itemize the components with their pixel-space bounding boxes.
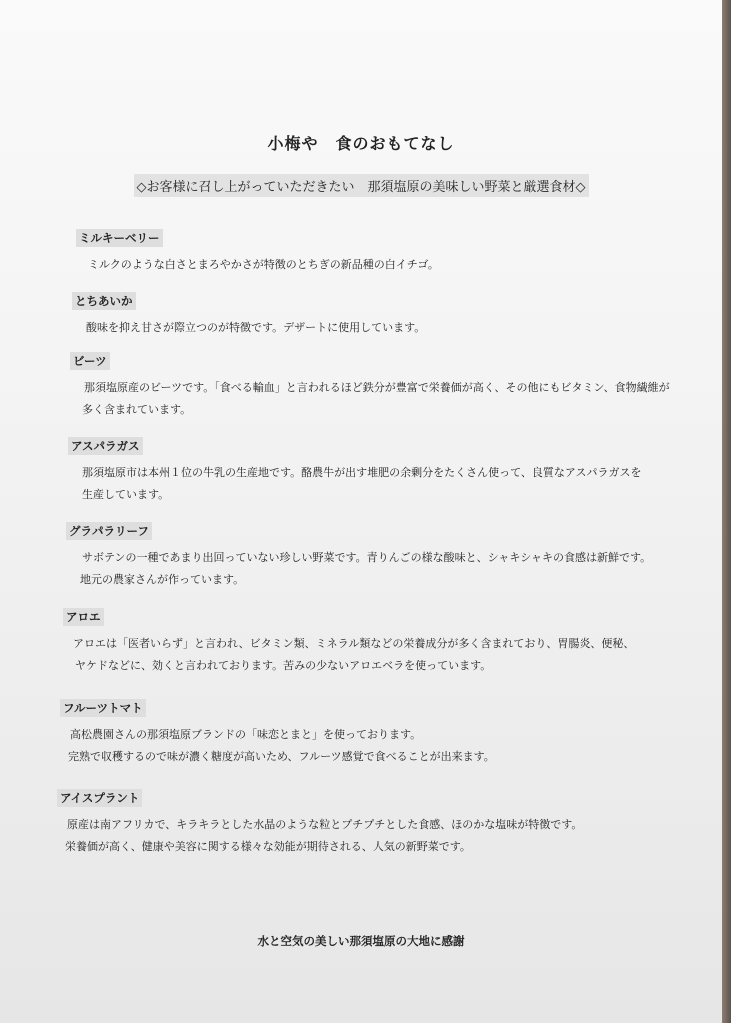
item-description: 那須塩原産のビーツです。「食べる輸血」と言われるほど鉄分が豊富で栄養価が高く、その他にもビタミン、食物繊維が <box>84 381 670 394</box>
item-description: 完熟で収穫するので味が濃く糖度が高いため、フルーツ感覚で食べることが出来ます。 <box>68 750 495 763</box>
item-description: サボテンの一種であまり出回っていない珍しい野菜です。青りんごの様な酸味と、シャキシャキの食感は新鮮です。 <box>82 551 652 564</box>
menu-item <box>68 435 731 506</box>
item-description: 那須塩原市は本州１位の牛乳の生産地です。酪農牛が出す堆肥の余剰分をたくさん使って、良質なアスパラガスを <box>82 466 642 479</box>
item-description: 栄養価が高く、健康や美容に関する様々な効能が期待される、人気の新野菜です。 <box>65 840 471 853</box>
item-name: アロエ <box>63 608 104 626</box>
item-name: アスパラガス <box>68 437 143 455</box>
menu-item <box>76 227 731 276</box>
item-name: とちあいか <box>72 292 136 310</box>
subtitle-container <box>0 174 722 197</box>
item-description: ミルクのような白さとまろやかさが特徴のとちぎの新品種の白イチゴ。 <box>88 258 439 271</box>
item-description: 生産しています。 <box>82 488 170 501</box>
menu-item <box>63 606 731 677</box>
page-title: 小梅や 食のおもてなし <box>267 134 455 153</box>
item-description: ヤケドなどに、効くと言われております。苦みの少ないアロエベラを使っています。 <box>75 659 492 672</box>
item-name: アイスプラント <box>57 789 142 807</box>
background-edge <box>722 0 731 1023</box>
menu-item <box>66 520 731 591</box>
footer-text: 水と空気の美しい那須塩原の大地に感謝 <box>257 934 465 948</box>
item-description: 多く含まれています。 <box>82 403 192 416</box>
menu-item <box>57 787 731 858</box>
menu-item <box>70 350 731 421</box>
item-name: フルーツトマト <box>60 699 146 717</box>
item-description: 原産は南アフリカで、キラキラとした水晶のような粒とプチプチとした食感、ほのかな塩味が特徴です。 <box>67 818 583 831</box>
item-description: 高松農園さんの那須塩原ブランドの「味恋とまと」を使っております。 <box>70 728 422 741</box>
menu-item <box>60 697 731 768</box>
item-name: グラパラリーフ <box>66 522 152 540</box>
item-description: 地元の農家さんが作っています。 <box>80 573 245 586</box>
item-name: ビーツ <box>70 352 110 370</box>
item-description: アロエは「医者いらず」と言われ、ビタミン類、ミネラル類などの栄養成分が多く含まれており、胃腸炎、便秘、 <box>73 637 635 650</box>
item-description: 酸味を抑え甘さが際立つのが特徴です。デザートに使用しています。 <box>86 321 426 334</box>
page-subtitle: ◇お客様に召し上がっていただきたい 那須塩原の美味しい野菜と厳選食材◇ <box>134 174 589 197</box>
menu-item <box>72 290 731 339</box>
item-name: ミルキーベリー <box>76 229 163 247</box>
